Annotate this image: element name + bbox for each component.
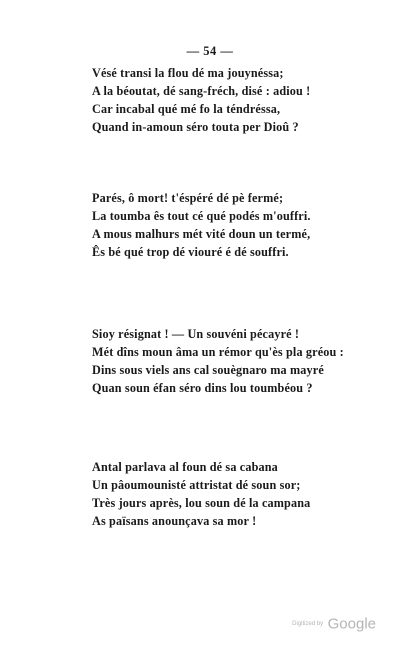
verse-line: Mét dîns moun âma un rémor qu'ès pla gréou : bbox=[92, 345, 344, 359]
stanza-2 bbox=[92, 189, 392, 261]
verse-line: Ês bé qué trop dé viouré é dé souffri. bbox=[92, 245, 289, 259]
digitized-watermark bbox=[292, 615, 376, 633]
verse-line: Quan soun éfan séro dins lou toumbéou ? bbox=[92, 381, 313, 395]
verse-line: A mous malhurs mét vité doun un termé, bbox=[92, 227, 311, 241]
stanza-4 bbox=[92, 458, 392, 530]
stanza-3 bbox=[92, 325, 392, 397]
watermark-brand: Google bbox=[327, 615, 376, 633]
verse-line: Un pâoumounisté attristat dé soun sor; bbox=[92, 478, 301, 492]
verse-line: Très jours après, lou soun dé la campana bbox=[92, 496, 311, 510]
verse-line: Quand in-amoun séro touta per Dioû ? bbox=[92, 120, 299, 134]
verse-line: Dins sous viels ans cal souègnaro ma mayré bbox=[92, 363, 324, 377]
verse-line: Car incabal qué mé fo la téndréssa, bbox=[92, 102, 281, 116]
stanza-1 bbox=[92, 64, 392, 136]
verse-line: Antal parlava al foun dé sa cabana bbox=[92, 460, 278, 474]
verse-line: La toumba ês tout cé qué podés m'ouffri. bbox=[92, 209, 311, 223]
page-number: — 54 — bbox=[186, 44, 234, 58]
verse-line: As païsans anounçava sa mor ! bbox=[92, 514, 257, 528]
verse-line: Parés, ô mort! t'éspéré dé pè fermé; bbox=[92, 191, 284, 205]
verse-line: A la béoutat, dé sang-fréch, disé : adiou ! bbox=[92, 84, 311, 98]
verse-line: Vésé transi la flou dé ma jouynéssa; bbox=[92, 66, 284, 80]
verse-line: Sioy résignat ! — Un souvéni pécayré ! bbox=[92, 327, 300, 341]
watermark-prefix: Digitized by bbox=[292, 620, 324, 627]
